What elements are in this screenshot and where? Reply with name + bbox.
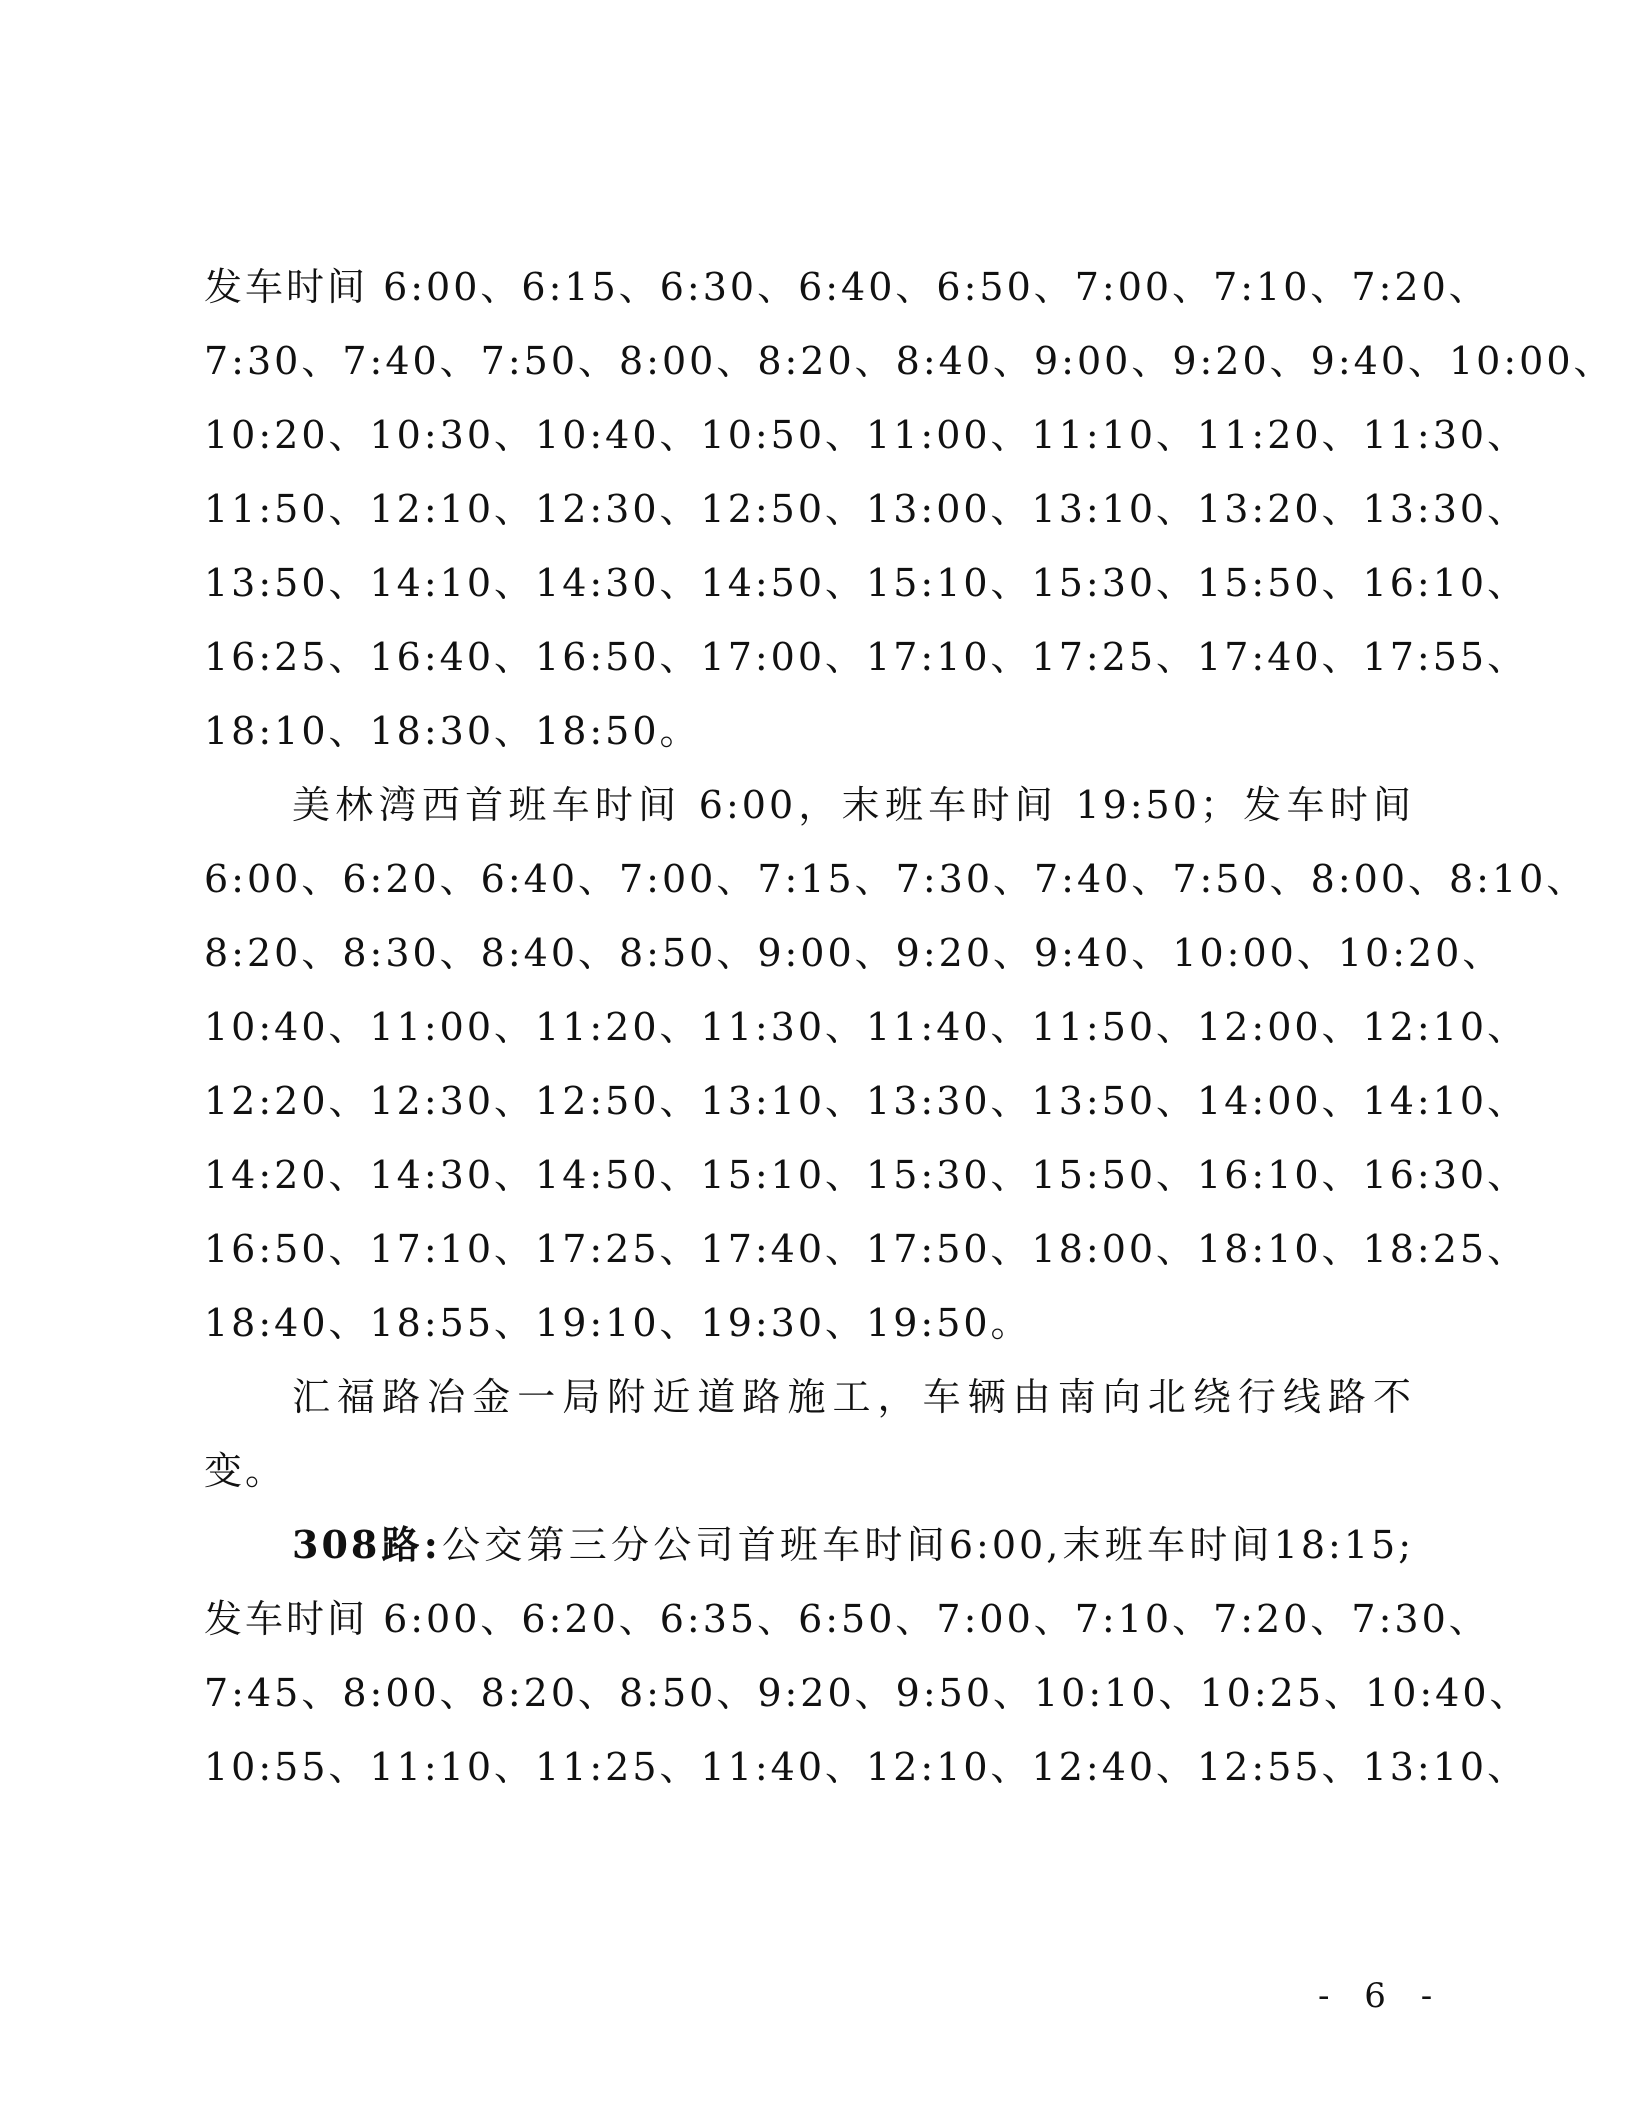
text-line: 7:45、8:00、8:20、8:50、9:20、9:50、10:10、10:25、10:40、 — [204, 1671, 1531, 1715]
paragraph-detour-notice — [204, 1360, 1414, 1508]
route-label: 308路: — [292, 1522, 441, 1567]
text-line: 16:50、17:10、17:25、17:40、17:50、18:00、18:10、18:25、 — [204, 1227, 1529, 1271]
text-line: 8:20、8:30、8:40、8:50、9:00、9:20、9:40、10:00、10:20、 — [204, 931, 1504, 975]
paragraph-route-308-timetable — [204, 1508, 1531, 1804]
text-line: 发车时间 6:00、6:15、6:30、6:40、6:50、7:00、7:10、7:20、 — [204, 265, 1490, 309]
text-line: 18:40、18:55、19:10、19:30、19:50。 — [204, 1301, 1032, 1345]
text-line: 12:20、12:30、12:50、13:10、13:30、13:50、14:00、14:10、 — [204, 1079, 1529, 1123]
text-line — [204, 1508, 1414, 1582]
text-line: 7:30、7:40、7:50、8:00、8:20、8:40、9:00、9:20、9:40、10:00、 — [204, 339, 1615, 383]
paragraph-meilinwan-west-timetable — [204, 768, 1588, 1360]
paragraph-route-timetable-1 — [204, 250, 1615, 768]
text-line: 16:25、16:40、16:50、17:00、17:10、17:25、17:40、17:55、 — [204, 635, 1529, 679]
text-line: 10:55、11:10、11:25、11:40、12:10、12:40、12:55、13:10、 — [204, 1745, 1529, 1789]
route-info-text: 公交第三分公司首班车时间6:00,末班车时间18:15; — [440, 1523, 1414, 1567]
text-line: 14:20、14:30、14:50、15:10、15:30、15:50、16:10、16:30、 — [204, 1153, 1529, 1197]
text-line: 18:10、18:30、18:50。 — [204, 709, 701, 753]
text-line: 13:50、14:10、14:30、14:50、15:10、15:30、15:50、16:10、 — [204, 561, 1529, 605]
text-line: 变。 — [204, 1449, 287, 1493]
page-number: - 6 - — [1318, 1976, 1445, 2016]
text-line: 11:50、12:10、12:30、12:50、13:00、13:10、13:20、13:30、 — [204, 487, 1529, 531]
document-body — [204, 250, 1615, 1804]
text-line: 10:40、11:00、11:20、11:30、11:40、11:50、12:00、12:10、 — [204, 1005, 1529, 1049]
text-line: 汇福路冶金一局附近道路施工，车辆由南向北绕行线路不 — [292, 1375, 1414, 1419]
text-line: 6:00、6:20、6:40、7:00、7:15、7:30、7:40、7:50、8:00、8:10、 — [204, 857, 1588, 901]
text-line: 发车时间 6:00、6:20、6:35、6:50、7:00、7:10、7:20、7:30、 — [204, 1597, 1490, 1641]
text-line: 美林湾西首班车时间 6:00，末班车时间 19:50；发车时间 — [292, 783, 1414, 827]
text-line: 10:20、10:30、10:40、10:50、11:00、11:10、11:20、11:30、 — [204, 413, 1529, 457]
